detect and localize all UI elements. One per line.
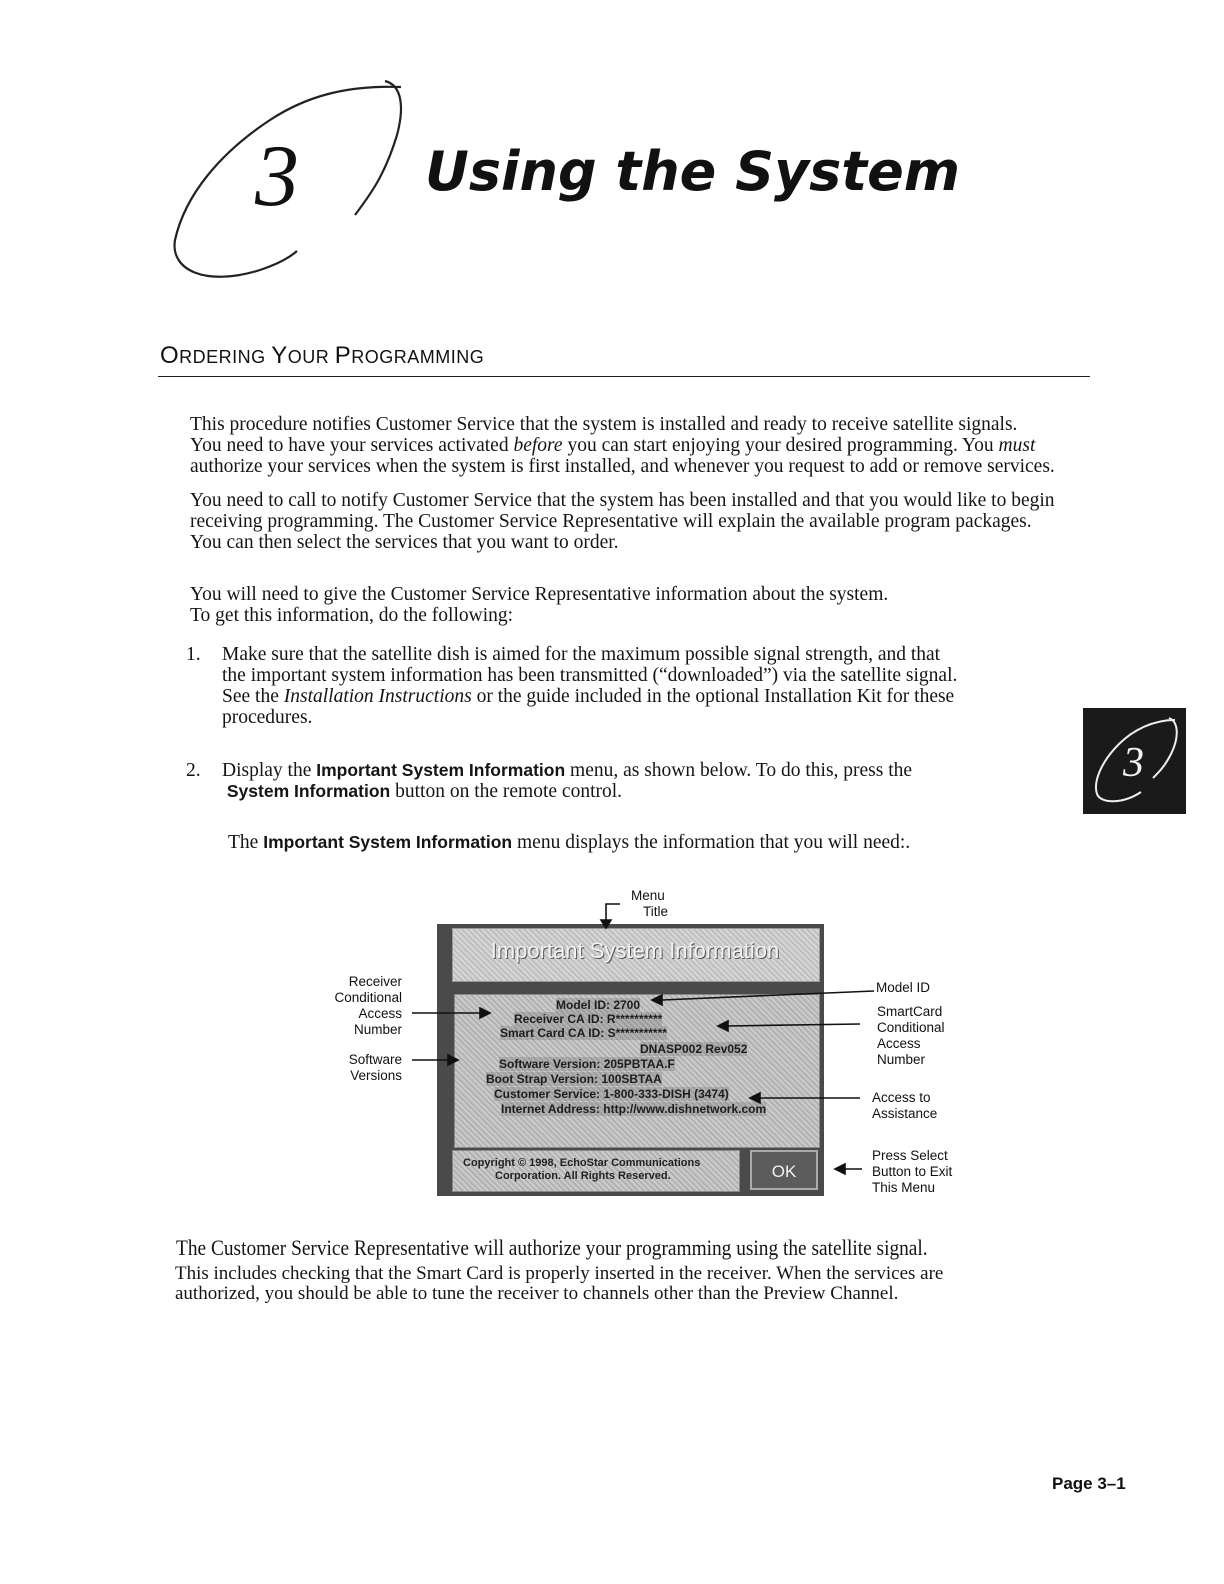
callout-software-versions: Software Versions [348, 1052, 402, 1083]
chapter-number: 3 [255, 128, 299, 225]
step-number: 1. [186, 644, 201, 665]
callout-press-select: Press Select Button to Exit This Menu [872, 1148, 953, 1195]
menu-note: The Important System Information menu displays the information that you will need:. [228, 832, 911, 853]
menu-line-internet-address: Internet Address: http://www.dishnetwork.com [501, 1102, 767, 1116]
menu-line-receiver-ca: Receiver CA ID: R********** [514, 1012, 663, 1026]
menu-line-model-id: Model ID: 2700 [556, 998, 641, 1012]
closing-paragraph: This includes checking that the Smart Card is properly inserted in the receiver. When the services are authorized, you should be able to tune the receiver to channels other than the Preview Channel. [175, 1263, 944, 1304]
callout-menu-title: Menu Title [631, 888, 669, 919]
callout-model-id: Model ID [876, 980, 931, 995]
callout-assistance: Access to Assistance [872, 1090, 938, 1121]
chapter-side-tab [1083, 708, 1186, 814]
ok-button[interactable]: OK [750, 1150, 818, 1190]
step-text: Display the Important System Information menu, as shown below. To do this, press the System Information button on the remote control. [222, 760, 913, 802]
step-text: Make sure that the satellite dish is aimed for the maximum possible signal strength, and that the important system information has been transmitted (“downloaded”) via the satellite signal. See the Installation Instructions or the guide included in the optional Installation Kit for these procedures. [222, 644, 958, 728]
page-number: Page 3–1 [1052, 1474, 1126, 1493]
menu-line-smartcard-ca: Smart Card CA ID: S*********** [500, 1026, 667, 1040]
intro-paragraph: This procedure notifies Customer Service that the system is installed and ready to receive satellite signals. You need to have your services activated before you can start enjoying your desired programming. You must authorize your services when the system is first installed, and whenever you request to add or remove services. [190, 414, 1055, 477]
menu-line-customer-service: Customer Service: 1-800-333-DISH (3474) [494, 1087, 729, 1101]
copyright-box: Copyright © 1998, EchoStar Communications Corporation. All Rights Reserved. [452, 1150, 740, 1192]
menu-title: Important System Information [490, 938, 780, 963]
call-paragraph: You need to call to notify Customer Service that the system has been installed and that you would like to begin receiving programming. The Customer Service Representative will explain the available program packages. You can then select the services that you want to order. [190, 490, 1055, 553]
menu-line-boot-strap: Boot Strap Version: 100SBTAA [486, 1072, 662, 1086]
section-heading: ORDERING YOUR PROGRAMMING [160, 342, 485, 369]
side-tab-number: 3 [1123, 740, 1144, 786]
info-paragraph: You will need to give the Customer Service Representative information about the system. To get this information, do the following: [190, 584, 889, 626]
chapter-title: Using the System [425, 140, 961, 203]
closing-lead: The Customer Service Representative will authorize your programming using the satellite signal. [176, 1235, 928, 1260]
menu-line-software-id: DNASP002 Rev052 [640, 1042, 748, 1056]
section-divider [158, 376, 1090, 377]
chapter-number-mark [165, 75, 415, 295]
callout-receiver-ca: Receiver Conditional Access Number [334, 974, 402, 1037]
callout-smartcard-ca: SmartCard Conditional Access Number [877, 1004, 945, 1067]
step-number: 2. [186, 760, 201, 781]
menu-line-software-version: Software Version: 205PBTAA.F [499, 1057, 675, 1071]
